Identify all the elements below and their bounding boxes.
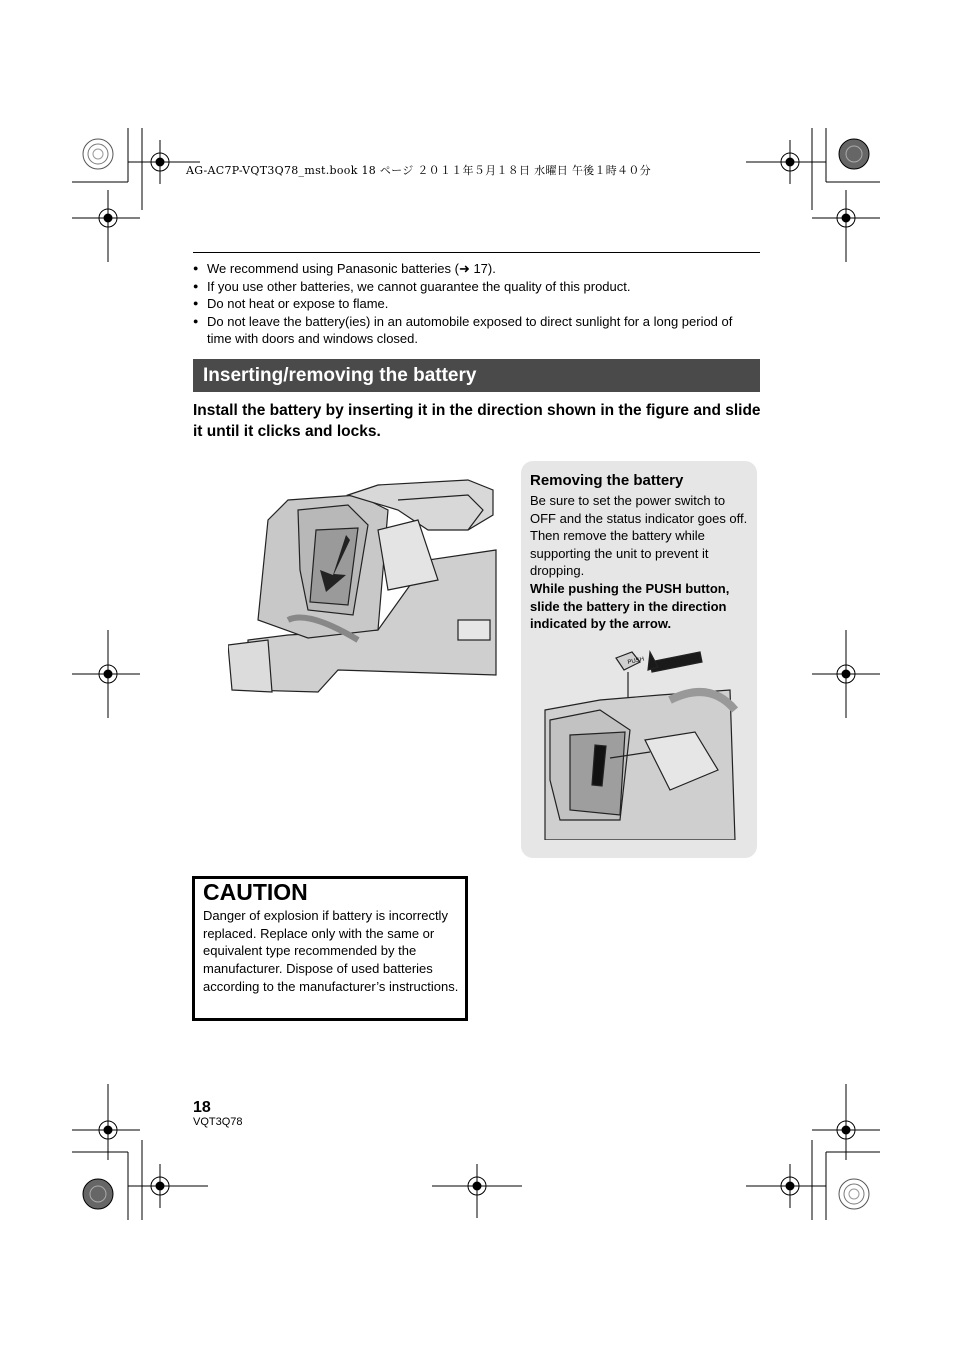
list-item: ● Do not leave the battery(ies) in an automobile exposed to direct sunlight for a long period of time with doors and windows closed. (193, 313, 760, 348)
list-item: ● If you use other batteries, we cannot guarantee the quality of this product. (193, 278, 760, 296)
page-number: 18 (193, 1099, 211, 1116)
removing-battery-title: Removing the battery (530, 472, 684, 489)
section-heading: Inserting/removing the battery (193, 359, 760, 392)
document-code: VQT3Q78 (193, 1116, 243, 1128)
install-instruction: Install the battery by inserting it in the direction shown in the figure and slide it until it clicks and locks. (193, 402, 761, 440)
list-item: ● Do not heat or expose to flame. (193, 295, 760, 313)
push-button-label: PUSH (627, 656, 645, 666)
removing-battery-push-instruction: While pushing the PUSH button, slide the battery in the direction indicated by the arrow. (530, 581, 730, 631)
print-header: AG-AC7P-VQT3Q78_mst.book 18 ページ ２０１１年５月１８日 水曜日 午後１時４０分 (186, 164, 651, 177)
caution-text: Danger of explosion if battery is incorrectly replaced. Replace only with the same or equivalent type recommended by the manufacturer. Dispose of used batteries according to the manufacturer’s instructions. (203, 908, 459, 994)
list-item: ● We recommend using Panasonic batteries (➜ 17). (193, 260, 760, 278)
battery-insert-illustration (228, 470, 498, 695)
caution-title: CAUTION (203, 879, 308, 905)
battery-notes-list (193, 260, 760, 348)
removing-battery-text: Be sure to set the power switch to OFF and the status indicator goes off. Then remove the battery while supporting the unit to prevent it dropping. (530, 493, 748, 578)
top-rule (193, 252, 760, 253)
battery-remove-illustration (540, 640, 740, 840)
